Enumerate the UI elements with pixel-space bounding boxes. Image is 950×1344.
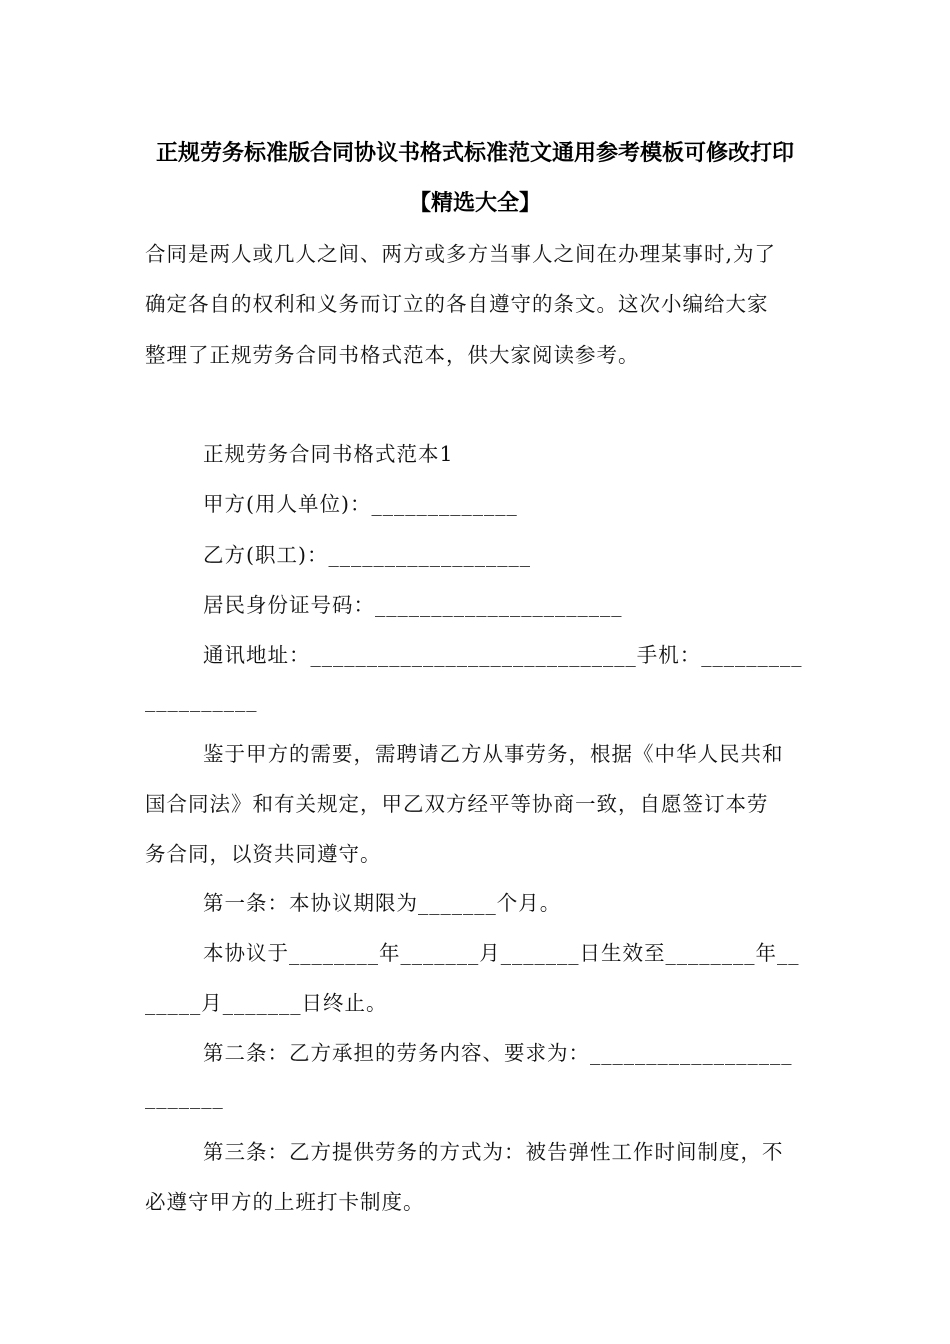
term-dates-line-1: 本协议于________年_______月_______日生效至________年__ bbox=[203, 941, 800, 965]
term-dates-line-2: _____月_______日终止。 bbox=[145, 991, 388, 1015]
intro-line-1: 合同是两人或几人之间、两方或多方当事人之间在办理某事时,为了 bbox=[145, 242, 777, 266]
article-3-line-2: 必遵守甲方的上班打卡制度。 bbox=[145, 1190, 425, 1214]
intro-line-3: 整理了正规劳务合同书格式范本，供大家阅读参考。 bbox=[145, 343, 640, 367]
intro-line-2: 确定各自的权利和义务而订立的各自遵守的条文。这次小编给大家 bbox=[145, 292, 769, 316]
section-heading: 正规劳务合同书格式范本1 bbox=[203, 442, 454, 466]
article-3-line-1: 第三条：乙方提供劳务的方式为：被告弹性工作时间制度，不 bbox=[203, 1140, 784, 1164]
article-2-continuation: _______ bbox=[145, 1085, 224, 1109]
article-1: 第一条：本协议期限为_______个月。 bbox=[203, 891, 562, 915]
document-title-line-2: 【精选大全】 bbox=[408, 191, 541, 216]
document-title-line-1: 正规劳务标准版合同协议书格式标准范文通用参考模板可修改打印 bbox=[155, 141, 794, 166]
party-a-field: 甲方(用人单位)：_____________ bbox=[203, 492, 518, 516]
preamble-line-1: 鉴于甲方的需要，需聘请乙方从事劳务，根据《中华人民共和 bbox=[203, 742, 784, 766]
preamble-line-3: 务合同，以资共同遵守。 bbox=[145, 842, 382, 866]
party-b-field: 乙方(职工)：__________________ bbox=[203, 543, 531, 567]
preamble-line-2: 国合同法》和有关规定，甲乙双方经平等协商一致，自愿签订本劳 bbox=[145, 792, 769, 816]
article-2: 第二条：乙方承担的劳务内容、要求为：__________________ bbox=[203, 1041, 793, 1065]
address-phone-continuation: __________ bbox=[145, 688, 258, 712]
id-number-field: 居民身份证号码：______________________ bbox=[203, 593, 623, 617]
address-phone-field: 通讯地址：_____________________________手机：_________ bbox=[203, 643, 803, 667]
